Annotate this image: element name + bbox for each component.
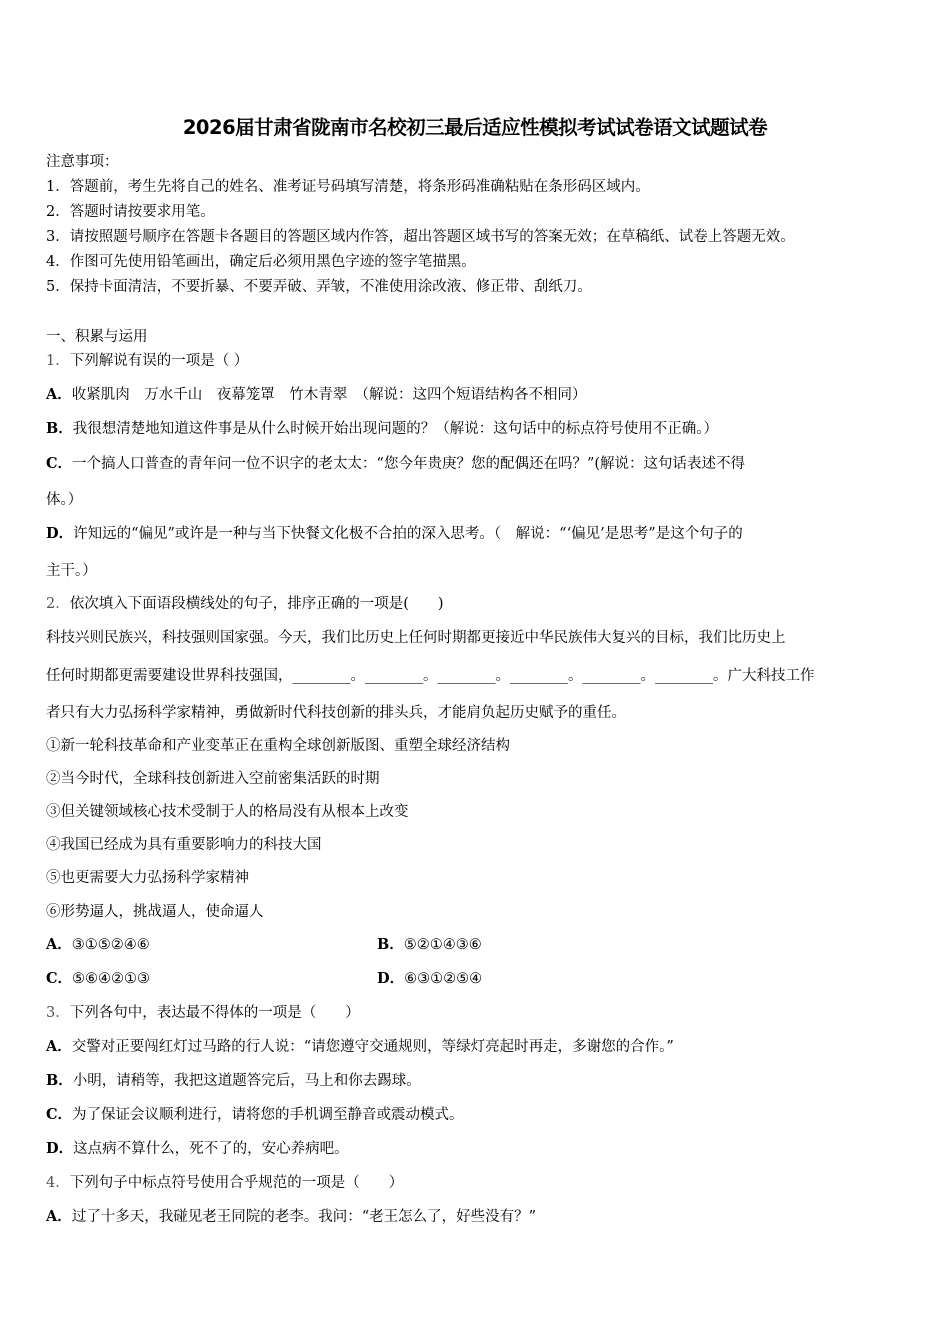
option-b [377, 935, 482, 955]
question-number: 3． [46, 1005, 70, 1021]
sentence-item: ③但关键领域核心技术受制于人的格局没有从根本上改变 [46, 804, 409, 820]
option-label: A． [46, 936, 72, 953]
option-label: B． [46, 420, 73, 437]
notice-item: 2．答题时请按要求用笔。 [46, 204, 215, 220]
option-b [46, 1071, 421, 1091]
option-text: 一个搞人口普查的青年问一位不识字的老太太：“您今年贵庚？您的配偶还在吗？”(解说：这句话表述不得 [72, 456, 746, 472]
section-heading: 一、积累与运用 [46, 329, 148, 345]
option-a [46, 1207, 536, 1227]
option-label: B． [377, 936, 404, 953]
sentence-item: ①新一轮科技革命和产业变革正在重构全球创新版图、重塑全球经济结构 [46, 738, 510, 754]
option-d [46, 524, 743, 544]
option-text: 我很想清楚地知道这件事是从什么时候开始出现问题的？（解说：这句话中的标点符号使用不正确。） [72, 421, 719, 437]
option-a [46, 385, 587, 405]
notice-heading: 注意事项： [46, 154, 119, 170]
option-text: 收紧肌肉 万水千山 夜幕笼罩 竹木青翠 （解说：这四个短语结构各不相同） [71, 387, 587, 403]
passage-line: 者只有大力弘扬科学家精神，勇做新时代科技创新的排头兵，才能肩负起历史赋予的重任。 [46, 705, 626, 721]
option-c [46, 1105, 464, 1125]
option-text: ⑤⑥④②①③ [72, 971, 151, 987]
question-3-stem [46, 1003, 360, 1023]
option-label: B． [46, 1072, 73, 1089]
option-label: C． [46, 1106, 73, 1123]
option-label: C． [46, 455, 73, 472]
question-1-stem [46, 351, 248, 371]
option-c [46, 969, 150, 989]
question-number: 4． [46, 1175, 70, 1191]
question-number: 2． [46, 596, 70, 612]
question-text: 下列各句中，表达最不得体的一项是（ ） [69, 1005, 360, 1021]
question-text: 下列解说有误的一项是（ ） [69, 353, 249, 369]
option-text: 为了保证会议顺利进行，请将您的手机调至静音或震动模式。 [72, 1107, 464, 1123]
option-text: ⑥③①②⑤④ [404, 971, 483, 987]
question-2-stem [46, 594, 444, 614]
option-d-continued: 主干。） [46, 563, 97, 579]
notice-item: 1．答题前，考生先将自己的姓名、准考证号码填写清楚，将条形码准确粘贴在条形码区域内。 [46, 179, 650, 195]
option-text: 过了十多天，我碰见老王同院的老李。我问：“老王怎么了，好些没有？” [71, 1209, 537, 1225]
question-number: 1． [46, 353, 70, 369]
option-text: 许知远的“偏见”或许是一种与当下快餐文化极不合拍的深入思考。（ 解说：“‘偏见’是思考”是这个句子的 [73, 526, 743, 542]
sentence-item: ⑤也更需要大力弘扬科学家精神 [46, 870, 249, 886]
page-title: 2026届甘肃省陇南市名校初三最后适应性模拟考试试卷语文试题试卷 [182, 116, 768, 139]
notice-item: 3．请按照题号顺序在答题卡各题目的答题区域内作答，超出答题区域书写的答案无效；在草稿纸、试卷上答题无效。 [46, 229, 795, 245]
passage-line: 科技兴则民族兴，科技强则国家强。今天，我们比历史上任何时期都更接近中华民族伟大复兴的目标，我们比历史上 [46, 630, 786, 646]
question-text: 下列句子中标点符号使用合乎规范的一项是（ ） [69, 1175, 404, 1191]
option-d [377, 969, 482, 989]
option-label: C． [46, 970, 73, 987]
option-label: A． [46, 1208, 72, 1225]
option-a [46, 935, 150, 955]
option-label: A． [46, 1038, 72, 1055]
sentence-item: ④我国已经成为具有重要影响力的科技大国 [46, 837, 322, 853]
option-text: 这点病不算什么，死不了的，安心养病吧。 [73, 1141, 349, 1157]
option-text: 交警对正要闯红灯过马路的行人说：“请您遵守交通规则，等绿灯亮起时再走，多谢您的合作。” [71, 1039, 674, 1055]
option-b [46, 419, 718, 439]
option-text: 小明，请稍等，我把这道题答完后，马上和你去踢球。 [72, 1073, 421, 1089]
option-a [46, 1037, 674, 1057]
option-label: D． [377, 970, 405, 987]
option-c [46, 454, 745, 474]
sentence-item: ②当今时代，全球科技创新进入空前密集活跃的时期 [46, 771, 380, 787]
question-text: 依次填入下面语段横线处的句子，排序正确的一项是( ) [69, 596, 444, 612]
passage-line: 任何时期都更需要建设世界科技强国，________。________。________。________。________。________。广大科技工作 [46, 668, 815, 684]
question-4-stem [46, 1173, 403, 1193]
option-text: ⑤②①④③⑥ [403, 937, 482, 953]
option-label: A． [46, 386, 72, 403]
sentence-item: ⑥形势逼人，挑战逼人，使命逼人 [46, 904, 264, 920]
option-label: D． [46, 525, 74, 542]
notice-item: 5．保持卡面清洁，不要折暴、不要弄破、弄皱，不准使用涂改液、修正带、刮纸刀。 [46, 279, 592, 295]
notice-item: 4．作图可先使用铅笔画出，确定后必须用黑色字迹的签字笔描黑。 [46, 254, 476, 270]
option-text: ③①⑤②④⑥ [71, 937, 150, 953]
option-label: D． [46, 1140, 74, 1157]
option-c-continued: 体。） [46, 492, 83, 508]
option-d [46, 1139, 349, 1159]
